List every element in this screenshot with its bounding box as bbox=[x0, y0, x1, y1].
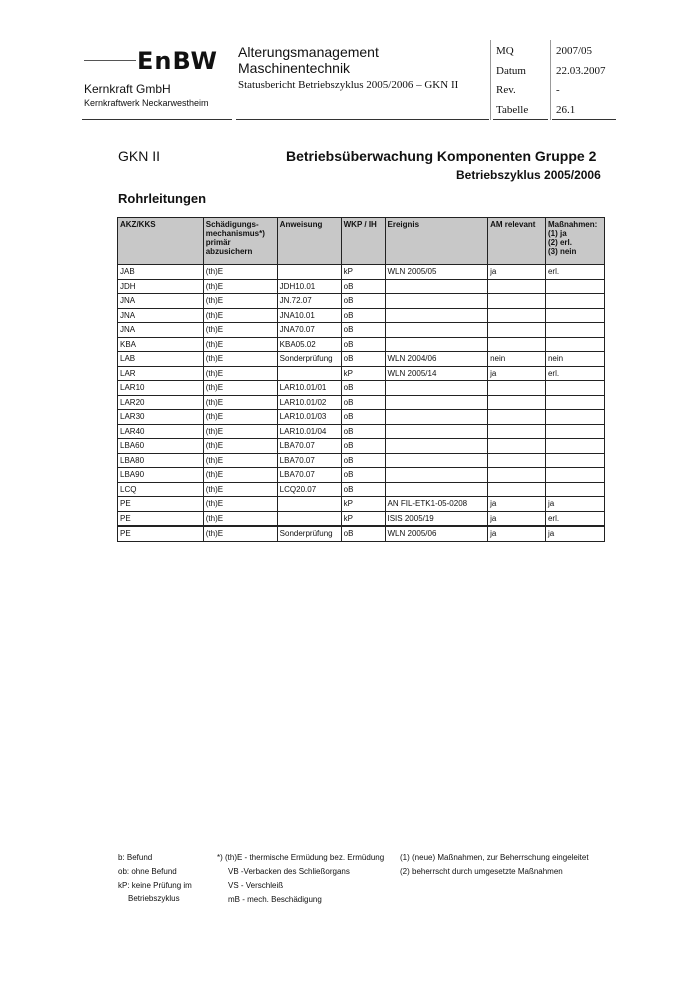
column-header-line: AKZ/KKS bbox=[120, 220, 156, 229]
cell-akz-kks: JNA bbox=[118, 294, 204, 309]
cell-akz-kks: LBA80 bbox=[118, 453, 204, 468]
cell-wkp-ih: oB bbox=[341, 453, 385, 468]
cell-akz-kks: LCQ bbox=[118, 482, 204, 497]
cell-instruction: JNA70.07 bbox=[277, 323, 341, 338]
header-divider bbox=[550, 40, 551, 120]
header-rule bbox=[552, 119, 616, 120]
cell-akz-kks: LAR10 bbox=[118, 381, 204, 396]
column-header-line: AM relevant bbox=[490, 220, 536, 229]
cell-instruction bbox=[277, 265, 341, 280]
cell-event: WLN 2005/05 bbox=[385, 265, 488, 280]
cell-mechanism: (th)E bbox=[203, 395, 277, 410]
cell-event: ISIS 2005/19 bbox=[385, 511, 488, 526]
meta-key: Rev. bbox=[496, 84, 516, 96]
column-header-akz-kks bbox=[118, 218, 204, 265]
column-header-line: WKP / IH bbox=[343, 220, 377, 229]
cell-mechanism: (th)E bbox=[203, 453, 277, 468]
cell-event: AN FIL-ETK1-05-0208 bbox=[385, 497, 488, 512]
legend-item: b: Befund bbox=[118, 853, 153, 862]
cell-measures bbox=[545, 439, 604, 454]
cell-event bbox=[385, 323, 488, 338]
column-header-line: (2) erl. bbox=[547, 238, 572, 247]
cell-mechanism: (th)E bbox=[203, 265, 277, 280]
cell-measures bbox=[545, 453, 604, 468]
cell-am-relevant bbox=[488, 308, 546, 323]
cell-wkp-ih: oB bbox=[341, 294, 385, 309]
meta-key: MQ bbox=[496, 45, 514, 57]
cell-instruction: LCQ20.07 bbox=[277, 482, 341, 497]
legend-mechanisms bbox=[217, 851, 397, 907]
cell-wkp-ih: oB bbox=[341, 352, 385, 367]
cell-am-relevant bbox=[488, 410, 546, 425]
cell-am-relevant: nein bbox=[488, 352, 546, 367]
header-divider bbox=[490, 40, 491, 120]
column-header-line: mechanismus*) bbox=[205, 229, 265, 238]
cell-event: WLN 2005/14 bbox=[385, 366, 488, 381]
cell-wkp-ih: oB bbox=[341, 468, 385, 483]
cell-wkp-ih: oB bbox=[341, 381, 385, 396]
cell-instruction: LBA70.07 bbox=[277, 468, 341, 483]
table-row bbox=[118, 453, 605, 468]
cell-wkp-ih: oB bbox=[341, 323, 385, 338]
cell-measures bbox=[545, 279, 604, 294]
legend-item: VS - Verschleiß bbox=[228, 881, 284, 890]
cell-akz-kks: KBA bbox=[118, 337, 204, 352]
cell-mechanism: (th)E bbox=[203, 482, 277, 497]
company-name: Kernkraft GmbH bbox=[84, 82, 171, 96]
cell-measures bbox=[545, 468, 604, 483]
legend-abbreviations bbox=[118, 851, 218, 904]
cell-wkp-ih: oB bbox=[341, 439, 385, 454]
cell-am-relevant bbox=[488, 381, 546, 396]
plant-name: Kernkraftwerk Neckarwestheim bbox=[84, 98, 209, 108]
column-header-line: Ereignis bbox=[387, 220, 420, 229]
cell-event bbox=[385, 439, 488, 454]
cell-wkp-ih: oB bbox=[341, 410, 385, 425]
cell-wkp-ih: kP bbox=[341, 265, 385, 280]
table-header-row bbox=[118, 218, 605, 265]
meta-row bbox=[496, 101, 626, 121]
cell-wkp-ih: oB bbox=[341, 526, 385, 541]
cell-measures bbox=[545, 294, 604, 309]
cell-instruction bbox=[277, 497, 341, 512]
cell-mechanism: (th)E bbox=[203, 439, 277, 454]
cell-event: WLN 2005/06 bbox=[385, 526, 488, 541]
unit-label: GKN II bbox=[118, 148, 161, 164]
report-title-line1: Alterungsmanagement bbox=[238, 44, 379, 60]
report-subtitle: Statusbericht Betriebszyklus 2005/2006 – GKN II bbox=[238, 79, 459, 91]
cell-measures: erl. bbox=[545, 366, 604, 381]
cell-am-relevant bbox=[488, 439, 546, 454]
cell-akz-kks: PE bbox=[118, 511, 204, 526]
cell-am-relevant bbox=[488, 453, 546, 468]
cell-event bbox=[385, 279, 488, 294]
report-title bbox=[238, 44, 379, 76]
cell-wkp-ih: oB bbox=[341, 279, 385, 294]
cell-measures bbox=[545, 410, 604, 425]
legend-measures bbox=[400, 851, 610, 879]
meta-value: 26.1 bbox=[556, 103, 576, 116]
meta-value: - bbox=[556, 84, 560, 96]
cell-event bbox=[385, 453, 488, 468]
document-meta bbox=[496, 42, 626, 120]
cell-mechanism: (th)E bbox=[203, 308, 277, 323]
meta-value: 22.03.2007 bbox=[556, 64, 606, 77]
cell-akz-kks: JNA bbox=[118, 323, 204, 338]
table-row bbox=[118, 497, 605, 512]
cell-mechanism: (th)E bbox=[203, 323, 277, 338]
column-header-measures bbox=[545, 218, 604, 265]
cell-am-relevant bbox=[488, 294, 546, 309]
legend-item: (2) beherrscht durch umgesetzte Maßnahmen bbox=[400, 867, 563, 876]
cell-am-relevant: ja bbox=[488, 511, 546, 526]
cell-am-relevant bbox=[488, 337, 546, 352]
cell-wkp-ih: kP bbox=[341, 511, 385, 526]
legend-item: ob: ohne Befund bbox=[118, 867, 177, 876]
cell-wkp-ih: oB bbox=[341, 395, 385, 410]
table-row bbox=[118, 511, 605, 526]
legend-item: Betriebszyklus bbox=[128, 894, 180, 903]
table-row bbox=[118, 265, 605, 280]
meta-key: Datum bbox=[496, 64, 526, 77]
column-header-wkp-ih bbox=[341, 218, 385, 265]
cycle-label: Betriebszyklus 2005/2006 bbox=[456, 168, 601, 182]
cell-mechanism: (th)E bbox=[203, 511, 277, 526]
table-row bbox=[118, 381, 605, 396]
legend-item: (1) (neue) Maßnahmen, zur Beherrschung eingeleitet bbox=[400, 853, 589, 862]
cell-mechanism: (th)E bbox=[203, 279, 277, 294]
cell-mechanism: (th)E bbox=[203, 468, 277, 483]
cell-akz-kks: JAB bbox=[118, 265, 204, 280]
table-row bbox=[118, 424, 605, 439]
column-header-line: Schädigungs- bbox=[205, 220, 259, 229]
cell-instruction: LAR10.01/04 bbox=[277, 424, 341, 439]
table-row bbox=[118, 410, 605, 425]
table-row bbox=[118, 366, 605, 381]
cell-am-relevant bbox=[488, 279, 546, 294]
subsection-title: Rohrleitungen bbox=[118, 191, 207, 206]
meta-key: Tabelle bbox=[496, 103, 529, 116]
cell-akz-kks: PE bbox=[118, 526, 204, 541]
header-rule bbox=[236, 119, 489, 120]
cell-am-relevant: ja bbox=[488, 497, 546, 512]
table-row bbox=[118, 395, 605, 410]
cell-measures bbox=[545, 337, 604, 352]
cell-akz-kks: LAR bbox=[118, 366, 204, 381]
cell-akz-kks: LAR40 bbox=[118, 424, 204, 439]
meta-row bbox=[496, 62, 626, 82]
cell-event bbox=[385, 294, 488, 309]
cell-event bbox=[385, 337, 488, 352]
cell-event bbox=[385, 482, 488, 497]
cell-akz-kks: JNA bbox=[118, 308, 204, 323]
cell-akz-kks: PE bbox=[118, 497, 204, 512]
cell-mechanism: (th)E bbox=[203, 294, 277, 309]
meta-value: 2007/05 bbox=[556, 45, 593, 57]
table-row bbox=[118, 439, 605, 454]
meta-row bbox=[496, 42, 626, 62]
cell-instruction: JDH10.01 bbox=[277, 279, 341, 294]
cell-event bbox=[385, 410, 488, 425]
cell-measures: nein bbox=[545, 352, 604, 367]
cell-mechanism: (th)E bbox=[203, 352, 277, 367]
cell-mechanism: (th)E bbox=[203, 366, 277, 381]
column-header-line: abzusichern bbox=[205, 247, 253, 256]
cell-wkp-ih: kP bbox=[341, 366, 385, 381]
column-header-line: (1) ja bbox=[547, 229, 567, 238]
cell-measures bbox=[545, 308, 604, 323]
cell-wkp-ih: oB bbox=[341, 308, 385, 323]
cell-am-relevant bbox=[488, 482, 546, 497]
cell-am-relevant bbox=[488, 468, 546, 483]
cell-measures bbox=[545, 323, 604, 338]
cell-measures: ja bbox=[545, 497, 604, 512]
cell-event bbox=[385, 308, 488, 323]
cell-mechanism: (th)E bbox=[203, 424, 277, 439]
cell-measures: erl. bbox=[545, 511, 604, 526]
table-row bbox=[118, 482, 605, 497]
cell-instruction: LAR10.01/02 bbox=[277, 395, 341, 410]
cell-akz-kks: LAB bbox=[118, 352, 204, 367]
cell-wkp-ih: oB bbox=[341, 482, 385, 497]
table-row bbox=[118, 323, 605, 338]
cell-instruction: Sonderprüfung bbox=[277, 526, 341, 541]
column-header-line: Maßnahmen: bbox=[547, 220, 598, 229]
cell-event bbox=[385, 381, 488, 396]
cell-measures bbox=[545, 482, 604, 497]
column-header-line: (3) nein bbox=[547, 247, 577, 256]
legend-item: kP: keine Prüfung im bbox=[118, 881, 192, 890]
legend-item: VB -Verbacken des Schließorgans bbox=[228, 867, 350, 876]
cell-instruction: KBA05.02 bbox=[277, 337, 341, 352]
cell-am-relevant: ja bbox=[488, 526, 546, 541]
table-row bbox=[118, 308, 605, 323]
cell-mechanism: (th)E bbox=[203, 497, 277, 512]
cell-wkp-ih: oB bbox=[341, 424, 385, 439]
report-title-line2: Maschinentechnik bbox=[238, 60, 351, 76]
cell-instruction: Sonderprüfung bbox=[277, 352, 341, 367]
column-header-line: primär bbox=[205, 238, 231, 247]
meta-row bbox=[496, 81, 626, 101]
cell-event bbox=[385, 468, 488, 483]
cell-event bbox=[385, 395, 488, 410]
legend-item: *) (th)E - thermische Ermüdung bez. Ermüdung bbox=[217, 853, 385, 862]
cell-wkp-ih: kP bbox=[341, 497, 385, 512]
section-title: Betriebsüberwachung Komponenten Gruppe 2 bbox=[286, 148, 597, 164]
cell-instruction: LAR10.01/03 bbox=[277, 410, 341, 425]
cell-instruction: LBA70.07 bbox=[277, 439, 341, 454]
column-header-am-relevant bbox=[488, 218, 546, 265]
cell-instruction: JN.72.07 bbox=[277, 294, 341, 309]
cell-akz-kks: LBA90 bbox=[118, 468, 204, 483]
cell-wkp-ih: oB bbox=[341, 337, 385, 352]
column-header-line: Anweisung bbox=[279, 220, 323, 229]
cell-mechanism: (th)E bbox=[203, 410, 277, 425]
column-header-event bbox=[385, 218, 488, 265]
logo-line bbox=[84, 60, 136, 61]
header-rule bbox=[493, 119, 548, 120]
cell-akz-kks: JDH bbox=[118, 279, 204, 294]
cell-measures bbox=[545, 381, 604, 396]
cell-instruction bbox=[277, 511, 341, 526]
table-row bbox=[118, 294, 605, 309]
cell-mechanism: (th)E bbox=[203, 526, 277, 541]
table-row bbox=[118, 337, 605, 352]
cell-am-relevant: ja bbox=[488, 366, 546, 381]
column-header-instruction bbox=[277, 218, 341, 265]
cell-event: WLN 2004/06 bbox=[385, 352, 488, 367]
cell-akz-kks: LAR20 bbox=[118, 395, 204, 410]
cell-measures bbox=[545, 395, 604, 410]
table-row bbox=[118, 279, 605, 294]
cell-measures: erl. bbox=[545, 265, 604, 280]
cell-instruction bbox=[277, 366, 341, 381]
cell-akz-kks: LAR30 bbox=[118, 410, 204, 425]
cell-am-relevant bbox=[488, 395, 546, 410]
cell-mechanism: (th)E bbox=[203, 381, 277, 396]
table-row bbox=[118, 526, 605, 541]
cell-instruction: LAR10.01/01 bbox=[277, 381, 341, 396]
cell-am-relevant bbox=[488, 424, 546, 439]
cell-measures: ja bbox=[545, 526, 604, 541]
enbw-logo: EnBW bbox=[137, 47, 218, 75]
column-header-mechanism bbox=[203, 218, 277, 265]
cell-event bbox=[385, 424, 488, 439]
table-body bbox=[118, 265, 605, 542]
cell-instruction: LBA70.07 bbox=[277, 453, 341, 468]
legend-item: mB - mech. Beschädigung bbox=[228, 895, 322, 904]
cell-am-relevant: ja bbox=[488, 265, 546, 280]
cell-mechanism: (th)E bbox=[203, 337, 277, 352]
table-row bbox=[118, 468, 605, 483]
header-rule bbox=[82, 119, 232, 120]
component-table bbox=[117, 217, 605, 542]
cell-am-relevant bbox=[488, 323, 546, 338]
cell-measures bbox=[545, 424, 604, 439]
table-row bbox=[118, 352, 605, 367]
cell-instruction: JNA10.01 bbox=[277, 308, 341, 323]
cell-akz-kks: LBA60 bbox=[118, 439, 204, 454]
